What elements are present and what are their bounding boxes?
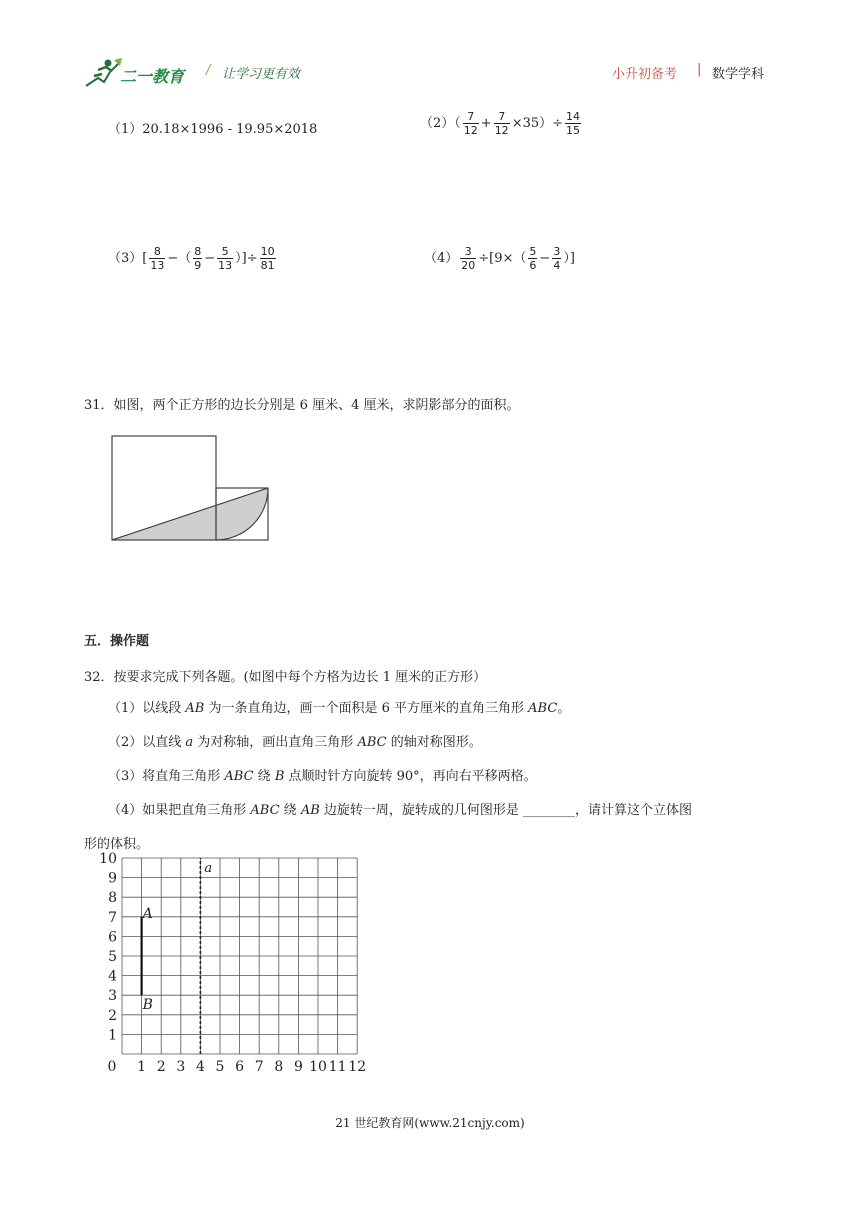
text: 绕 xyxy=(279,803,301,818)
x-tick-label: 6 xyxy=(235,1059,245,1075)
y-tick-label: 4 xyxy=(108,968,117,985)
x-tick-label: 10 xyxy=(309,1059,327,1075)
var: ABC xyxy=(224,769,254,784)
minus-sign: − xyxy=(539,251,551,266)
q31-figure xyxy=(108,432,274,546)
y-tick-label: 7 xyxy=(108,909,117,926)
y-tick-label: 1 xyxy=(108,1027,117,1044)
operator-text: ）]÷ xyxy=(235,251,258,266)
fraction xyxy=(460,245,476,272)
x-tick-label: 7 xyxy=(254,1059,264,1075)
var: AB xyxy=(300,803,320,818)
text: 点顺时针方向旋转 90°，再向右平移两格。 xyxy=(284,769,537,784)
q32-sub3 xyxy=(108,765,537,784)
var: ABC xyxy=(357,735,387,750)
fraction xyxy=(149,245,165,272)
q30-part2 xyxy=(420,110,583,137)
runner-logo-icon xyxy=(84,58,124,88)
operator-text: ÷[9×（ xyxy=(478,251,527,266)
x-tick-label: 12 xyxy=(348,1059,367,1075)
header-logo xyxy=(84,58,124,92)
q32-sub1 xyxy=(108,697,570,716)
brand-name: 二一教育 xyxy=(120,67,185,86)
numerator: 5 xyxy=(217,245,233,259)
var: ABC xyxy=(528,701,558,716)
denominator: 15 xyxy=(566,124,581,137)
numerator: 10 xyxy=(260,245,275,258)
operator-text: ×35）÷ xyxy=(511,116,564,131)
x-tick-label: 0 xyxy=(107,1059,117,1075)
denominator: 13 xyxy=(150,259,165,272)
denominator: 20 xyxy=(461,259,476,272)
text: （2）以直线 xyxy=(108,735,186,750)
numerator: 3 xyxy=(460,245,476,259)
text: 。 xyxy=(557,701,571,716)
numerator: 8 xyxy=(194,245,202,258)
text: 绕 xyxy=(253,769,275,784)
numerator: 5 xyxy=(529,245,537,258)
axis-a-label: a xyxy=(204,861,213,876)
point-a-label: A xyxy=(142,905,153,922)
q30-part4 xyxy=(424,245,575,272)
q31-text: 31．如图，两个正方形的边长分别是 6 厘米、4 厘米，求阴影部分的面积。 xyxy=(84,398,520,413)
var: AB xyxy=(185,701,205,716)
denominator: 81 xyxy=(260,259,275,272)
numerator: 7 xyxy=(494,110,510,124)
fraction xyxy=(552,245,561,272)
header-slash: / xyxy=(206,63,211,78)
x-tick-label: 5 xyxy=(215,1059,225,1075)
operator-text: ）] xyxy=(563,251,575,266)
denominator: 9 xyxy=(194,259,202,272)
text: 为一条直角边，画一个面积是 6 平方厘米的直角三角形 xyxy=(204,701,529,716)
y-tick-label: 6 xyxy=(108,929,117,946)
q30-part3 xyxy=(108,245,278,272)
x-tick-label: 4 xyxy=(195,1059,205,1075)
minus-sign: − xyxy=(204,251,216,266)
q30-part3-label: （3）[ xyxy=(108,251,148,266)
text: （4）如果把直角三角形 xyxy=(108,803,251,818)
fraction xyxy=(260,245,276,272)
fraction xyxy=(494,110,510,137)
plus-sign: + xyxy=(480,116,492,131)
text: 的轴对称图形。 xyxy=(386,735,482,750)
operator-text: −（ xyxy=(167,251,192,266)
text: （3）将直角三角形 xyxy=(108,769,225,784)
q30-part4-label: （4） xyxy=(424,251,459,266)
var: a xyxy=(185,735,194,750)
q32-sub4-cont: 形的体积。 xyxy=(84,837,150,852)
y-tick-label: 8 xyxy=(108,890,117,907)
x-tick-label: 9 xyxy=(293,1059,303,1075)
y-tick-label: 5 xyxy=(108,949,117,965)
y-tick-label: 10 xyxy=(99,851,117,867)
denominator: 4 xyxy=(553,259,561,272)
y-tick-label: 3 xyxy=(108,988,117,1005)
q30-part2-label: （2）（ xyxy=(420,116,461,131)
y-tick-label: 2 xyxy=(108,1007,117,1024)
numerator: 3 xyxy=(553,245,561,258)
x-tick-label: 8 xyxy=(274,1059,284,1075)
fraction xyxy=(528,245,537,272)
y-tick-label: 9 xyxy=(108,870,117,887)
q32-sub4 xyxy=(108,799,692,818)
section-title xyxy=(84,630,149,649)
x-tick-label: 1 xyxy=(137,1059,147,1075)
text: 为对称轴，画出直角三角形 xyxy=(193,735,358,750)
fraction xyxy=(565,110,581,137)
fraction xyxy=(217,245,233,272)
q30-part1-expr: 20.18×1996 - 19.95×2018 xyxy=(142,122,318,137)
denominator: 12 xyxy=(463,124,478,137)
header-slogan: 让学习更有效 xyxy=(222,67,301,82)
header-category: 小升初备考 xyxy=(612,67,678,82)
q30-part1-label: （1） xyxy=(108,122,143,137)
coordinate-grid xyxy=(96,851,386,1080)
text: 边旋转一周，旋转成的几何图形是 ________，请计算这个立体图 xyxy=(319,803,693,818)
numerator: 14 xyxy=(566,110,581,123)
x-tick-label: 3 xyxy=(176,1059,186,1075)
point-b-label: B xyxy=(142,997,153,1014)
q32-sub2 xyxy=(108,731,482,750)
footer: 21 世纪教育网(www.21cnjy.com) xyxy=(335,1116,525,1130)
x-tick-label: 11 xyxy=(328,1059,347,1075)
denominator: 13 xyxy=(218,259,233,272)
header-subject: 数学学科 xyxy=(712,67,765,82)
q32-stem: 32．按要求完成下列各题。(如图中每个方格为边长 1 厘米的正方形） xyxy=(84,670,487,685)
x-tick-label: 2 xyxy=(156,1059,166,1075)
fraction xyxy=(463,110,479,137)
var: ABC xyxy=(250,803,280,818)
fraction xyxy=(193,245,202,272)
var: B xyxy=(274,769,285,784)
header-divider: | xyxy=(697,62,702,77)
q30-part1 xyxy=(108,118,317,137)
denominator: 12 xyxy=(494,124,509,137)
numerator: 7 xyxy=(463,110,479,124)
text: （1）以线段 xyxy=(108,701,186,716)
section5-title: 五．操作题 xyxy=(84,634,150,649)
denominator: 6 xyxy=(529,259,537,272)
numerator: 8 xyxy=(149,245,165,259)
